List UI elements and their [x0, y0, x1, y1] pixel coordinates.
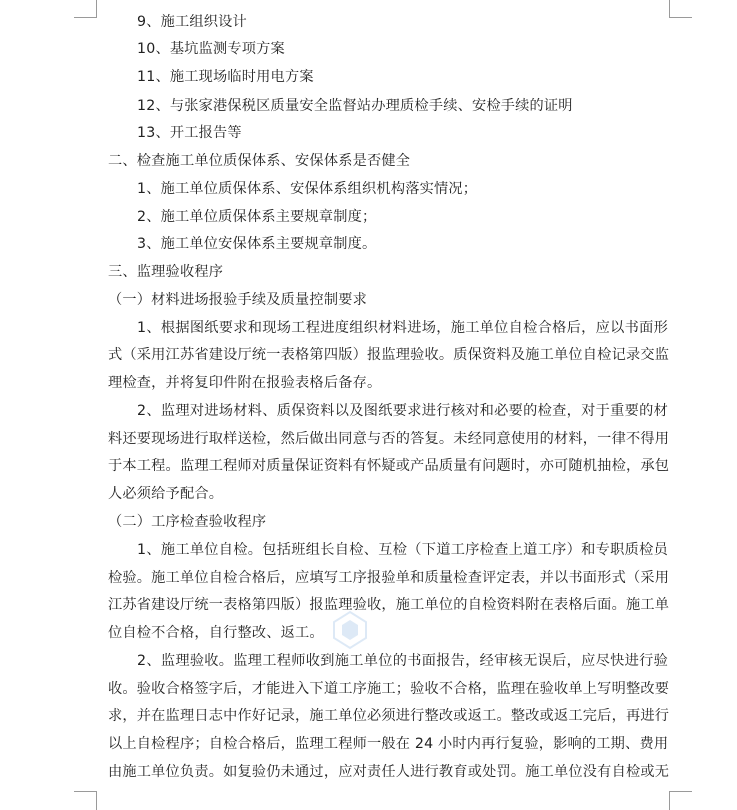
paragraph-line: 于本工程。监理工程师对质量保证资料有怀疑或产品质量有问题时，亦可随机抽检，承包 — [108, 458, 670, 474]
paragraph-line: 由施工单位负责。如复验仍未通过，应对责任人进行教育或处罚。施工单位没有自检或无 — [108, 764, 670, 780]
paragraph-line: 人必须给予配合。 — [108, 486, 224, 502]
paragraph-line: 1、施工单位自检。包括班组长自检、互检（下道工序检查上道工序）和专职质检员 — [137, 542, 668, 558]
list-item: 11、施工现场临时用电方案 — [137, 69, 314, 85]
paragraph-line: 以上自检程序；自检合格后，监理工程师一般在 24 小时内再行复验，影响的工期、费用 — [108, 736, 669, 752]
watermark-logo-icon — [330, 610, 370, 650]
subsection-heading: （一）材料进场报验手续及质量控制要求 — [108, 292, 367, 308]
list-item: 9、施工组织设计 — [137, 14, 247, 30]
paragraph-line: 求，并在监理日志中作好记录，施工单位必须进行整改或返工。整改或返工完后，再进行 — [108, 708, 670, 724]
page-corner-mark — [74, 791, 97, 810]
paragraph-line: 收。验收合格签字后，才能进入下道工序施工；验收不合格，监理在验收单上写明整改要 — [108, 681, 670, 697]
section-heading: 三、监理验收程序 — [108, 264, 224, 280]
list-item: 3、施工单位安保体系主要规章制度。 — [137, 236, 377, 252]
paragraph-line: 检验。施工单位自检合格后，应填写工序报验单和质量检查评定表，并以书面形式（采用 — [108, 570, 670, 586]
paragraph-line: 2、监理对进场材料、质保资料以及图纸要求进行核对和必要的检查，对于重要的材 — [137, 403, 668, 419]
list-item: 10、基坑监测专项方案 — [137, 41, 285, 57]
paragraph-line: 料还要现场进行取样送检，然后做出同意与否的答复。未经同意使用的材料，一律不得用 — [108, 431, 670, 447]
page-corner-mark — [74, 0, 97, 18]
paragraph-line: 位自检不合格，自行整改、返工。 — [108, 625, 324, 641]
list-item: 2、施工单位质保体系主要规章制度； — [137, 209, 377, 225]
paragraph-line: 江苏省建设厅统一表格第四版）报监理验收，施工单位的自检资料附在表格后面。施工单 — [108, 597, 670, 613]
paragraph-line: 2、监理验收。监理工程师收到施工单位的书面报告，经审核无误后，应尽快进行验 — [137, 653, 668, 669]
list-item: 1、施工单位质保体系、安保体系组织机构落实情况； — [137, 181, 478, 197]
page-corner-mark — [669, 791, 692, 810]
list-item: 12、与张家港保税区质量安全监督站办理质检手续、安检手续的证明 — [137, 98, 573, 114]
paragraph-line: 式（采用江苏省建设厅统一表格第四版）报监理验收。质保资料及施工单位自检记录交监 — [108, 347, 670, 363]
page-corner-mark — [669, 0, 692, 18]
list-item: 13、开工报告等 — [137, 125, 242, 141]
section-heading: 二、检查施工单位质保体系、安保体系是否健全 — [108, 153, 411, 169]
paragraph-line: 1、根据图纸要求和现场工程进度组织材料进场，施工单位自检合格后，应以书面形 — [137, 320, 668, 336]
subsection-heading: （二）工序检查验收程序 — [108, 514, 267, 530]
paragraph-line: 理检查，并将复印件附在报验表格后备存。 — [108, 375, 382, 391]
